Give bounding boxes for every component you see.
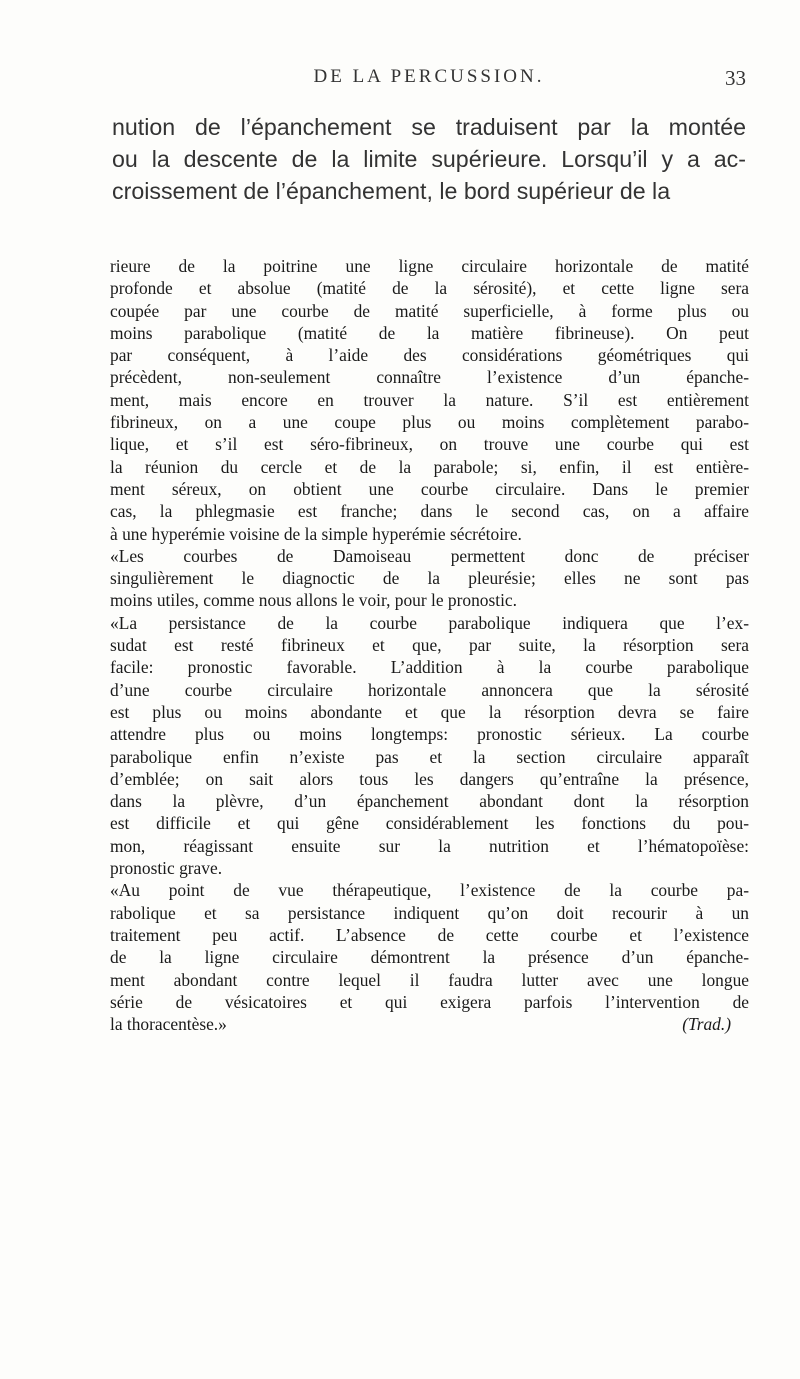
footnote-line: par conséquent, à l’aide des considérations géométriques qui: [110, 345, 749, 366]
footnote-line: la réunion du cercle et de la parabole; si, enfin, il est entière-: [110, 456, 749, 477]
running-head: [112, 66, 746, 96]
translation-footnote: [110, 255, 749, 1035]
footnote-line: ment abondant contre lequel il faudra lutter avec une longue: [110, 969, 749, 990]
footnote-line: ment séreux, on obtient une courbe circulaire. Dans le premier: [110, 478, 749, 499]
text-line: ou la descente de la limite supérieure. Lorsqu’il y a ac-: [112, 146, 746, 172]
footnote-line: moins parabolique (matité de la matière fibrineuse). On peut: [110, 322, 749, 343]
running-title: DE LA PERCUSSION.: [313, 66, 545, 87]
footnote-line: d’une courbe circulaire horizontale annoncera que la sérosité: [110, 679, 749, 700]
closing-line: [110, 1013, 749, 1035]
footnote-line: moins utiles, comme nous allons le voir, pour le pronostic.: [110, 590, 517, 611]
footnote-line: attendre plus ou moins longtemps: pronostic sérieux. La courbe: [110, 724, 749, 745]
footnote-line: profonde et absolue (matité de la sérosité), et cette ligne sera: [110, 278, 749, 299]
footnote-line: facile: pronostic favorable. L’addition à la courbe parabolique: [110, 657, 749, 678]
footnote-line: à une hyperémie voisine de la simple hyperémie sécrétoire.: [110, 523, 522, 544]
footnote-line: fibrineux, on a une coupe plus ou moins complètement parabo-: [110, 412, 749, 433]
footnote-line: singulièrement le diagnoctic de la pleurésie; elles ne sont pas: [110, 568, 749, 589]
text-line: croissement de l’épanchement, le bord supérieur de la: [112, 178, 671, 204]
footnote-line: dans la plèvre, d’un épanchement abondant dont la résorption: [110, 791, 749, 812]
footnote-line: de la ligne circulaire démontrent la présence d’un épanche-: [110, 947, 749, 968]
translation-attribution: (Trad.): [682, 1014, 731, 1035]
footnote-line: pronostic grave.: [110, 858, 223, 879]
footnote-line: mon, réagissant ensuite sur la nutrition et l’hématopoïèse:: [110, 835, 749, 856]
footnote-line: cas, la phlegmasie est franche; dans le second cas, on a affaire: [110, 501, 749, 522]
footnote-line: parabolique enfin n’existe pas et la section circulaire apparaît: [110, 746, 749, 767]
footnote-line: lique, et s’il est séro-fibrineux, on trouve une courbe qui est: [110, 434, 749, 455]
footnote-line: rabolique et sa persistance indiquent qu’on doit recourir à un: [110, 902, 749, 923]
footnote-line: d’emblée; on sait alors tous les dangers qu’entraîne la présence,: [110, 768, 749, 789]
footnote-line: «Les courbes de Damoiseau permettent donc de préciser: [110, 545, 749, 566]
final-line-text: la thoracentèse.»: [110, 1014, 227, 1035]
footnote-line: est difficile et qui gêne considérablement les fonctions du pou-: [110, 813, 749, 834]
footnote-line: sudat est resté fibrineux et que, par suite, la résorption sera: [110, 635, 749, 656]
footnote-line: précèdent, non-seulement connaître l’existence d’un épanche-: [110, 367, 749, 388]
footnote-line: est plus ou moins abondante et que la résorption devra se faire: [110, 701, 749, 722]
footnote-line: rieure de la poitrine une ligne circulaire horizontale de matité: [110, 256, 749, 276]
footnote-line: ment, mais encore en trouver la nature. S’il est entièrement: [110, 389, 749, 410]
main-text-block: [112, 111, 746, 207]
footnote-line: coupée par une courbe de matité superficielle, à forme plus ou: [110, 300, 749, 321]
footnote-line: «Au point de vue thérapeutique, l’existence de la courbe pa-: [110, 880, 749, 901]
footnote-line: traitement peu actif. L’absence de cette courbe et l’existence: [110, 924, 749, 945]
footnote-line: «La persistance de la courbe parabolique indiquera que l’ex-: [110, 612, 749, 633]
page-number: 33: [725, 66, 746, 90]
text-line: nution de l’épanchement se traduisent par la montée: [112, 114, 746, 140]
footnote-line: série de vésicatoires et qui exigera parfois l’intervention de: [110, 991, 749, 1012]
